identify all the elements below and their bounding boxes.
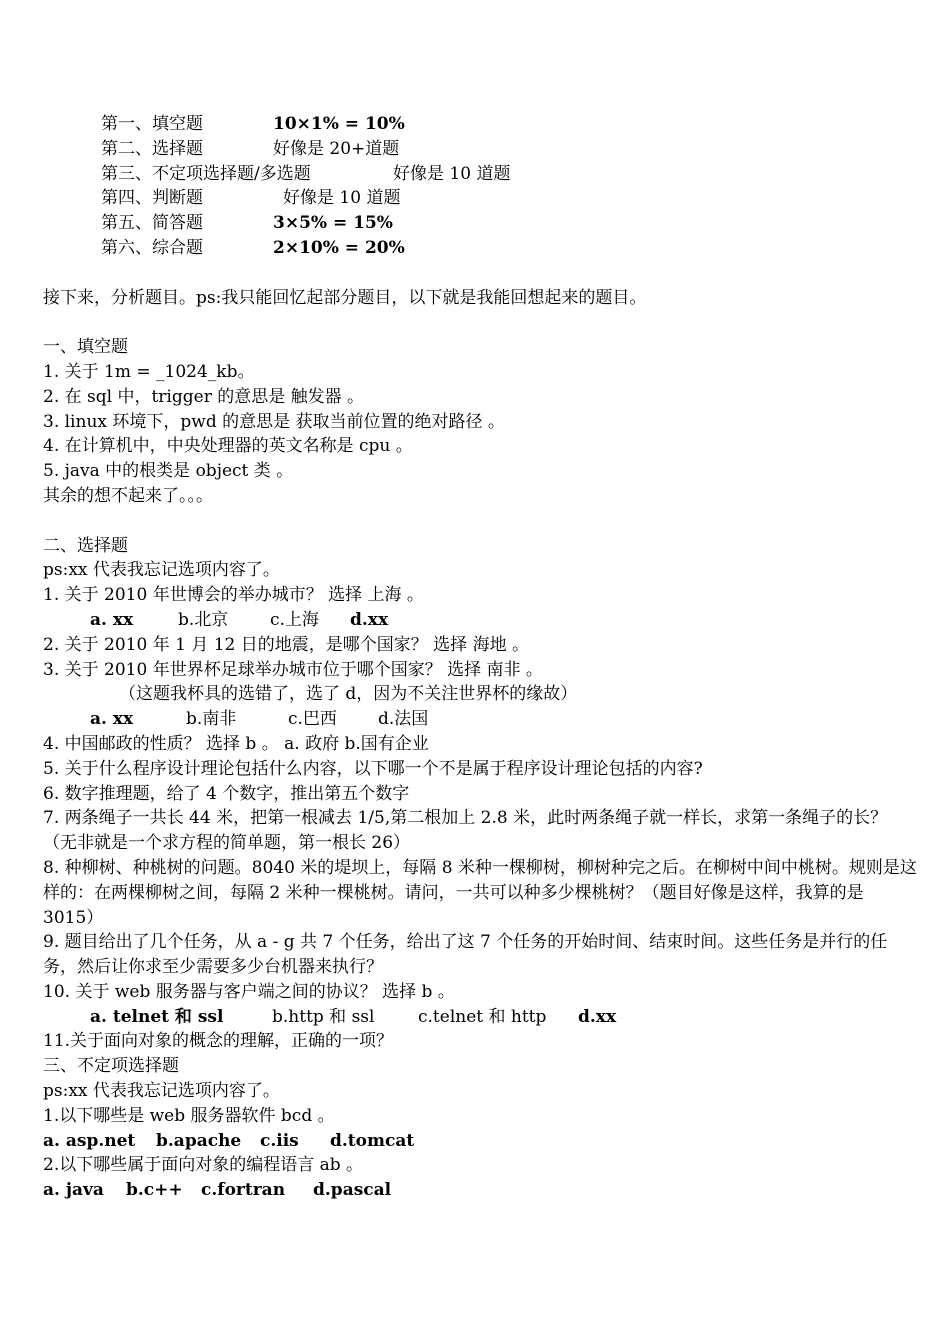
option-row: a. xx b.北京 c.上海 d.xx <box>90 609 389 630</box>
question-item: 1. 关于 1m = _1024_kb。 <box>43 361 255 382</box>
intro-text: 接下来，分析题目。ps:我只能回忆起部分题目，以下就是我能回想起来的题目。 <box>43 287 647 308</box>
question-item: 11.关于面向对象的概念的理解，正确的一项？ <box>43 1031 394 1052</box>
question-item: 1. 关于 2010 年世博会的举办城市？ 选择 上海 。 <box>43 585 424 606</box>
question-item: 2.以下哪些属于面向对象的编程语言 ab 。 <box>43 1155 364 1176</box>
summary-row: 第五、简答题 3×5% = 15% <box>101 213 393 234</box>
question-item: 5. java 中的根类是 object 类 。 <box>43 461 294 482</box>
section-multi-choice <box>43 1054 920 1203</box>
option-row: a. xx b.南非 c.巴西 d.法国 <box>90 709 429 730</box>
option-row: a. telnet 和 ssl b.http 和 ssl c.telnet 和 http d.xx <box>90 1006 617 1027</box>
question-item: 8. 种柳树、种桃树的问题。8040 米的堤坝上，每隔 8 米种一棵柳树，柳树种完之后。在柳树中间中桃树。规则是这样的：在两棵柳树之间，每隔 2 米种一棵桃树。请问，一共可以种多少棵桃树？（题目好像是这样，我算的是 3015） <box>43 857 917 928</box>
option-row: a. java b.c++ c.fortran d.pascal <box>43 1180 392 1201</box>
section-tail: 其余的想不起来了。。。 <box>43 485 213 506</box>
question-item: 3. 关于 2010 年世界杯足球举办城市位于哪个国家？ 选择 南非 。 <box>43 659 543 680</box>
question-item: 7. 两条绳子一共长 44 米，把第一根减去 1/5,第二根加上 2.8 米，此时两条绳子就一样长，求第一条绳子的长？（无非就是一个求方程的简单题，第一根长 26） <box>43 808 888 854</box>
section-note: ps:xx 代表我忘记选项内容了。 <box>43 1081 280 1102</box>
question-item: 2. 在 sql 中，trigger 的意思是 触发器 。 <box>43 386 365 407</box>
section-fill-blank <box>43 335 920 509</box>
question-item: 4. 中国邮政的性质？ 选择 b 。 a. 政府 b.国有企业 <box>43 733 429 754</box>
section-choice <box>43 534 920 1055</box>
question-item: 6. 数字推理题，给了 4 个数字，推出第五个数字 <box>43 783 410 804</box>
section-title: 一、填空题 <box>43 337 128 358</box>
summary-row: 第四、判断题 好像是 10 道题 <box>101 188 401 209</box>
summary-row: 第二、选择题 好像是 20+道题 <box>101 138 400 159</box>
question-item: 4. 在计算机中，中央处理器的英文名称是 cpu 。 <box>43 436 413 457</box>
score-summary <box>43 112 920 261</box>
summary-row: 第三、不定项选择题/多选题 好像是 10 道题 <box>101 163 511 184</box>
summary-row: 第一、填空题 10×1% = 10% <box>101 114 405 134</box>
question-note: （这题我杯具的选错了，选了 d，因为不关注世界杯的缘故） <box>119 684 578 705</box>
question-item: 2. 关于 2010 年 1 月 12 日的地震，是哪个国家？ 选择 海地 。 <box>43 634 529 655</box>
section-note: ps:xx 代表我忘记选项内容了。 <box>43 560 280 581</box>
question-item: 5. 关于什么程序设计理论包括什么内容，以下哪一个不是属于程序设计理论包括的内容? <box>43 758 703 779</box>
section-title: 二、选择题 <box>43 535 128 556</box>
option-row: a. asp.net b.apache c.iis d.tomcat <box>43 1130 415 1151</box>
section-title: 三、不定项选择题 <box>43 1056 179 1077</box>
question-item: 1.以下哪些是 web 服务器软件 bcd 。 <box>43 1105 335 1126</box>
question-item: 9. 题目给出了几个任务，从 a - g 共 7 个任务，给出了这 7 个任务的开始时间、结束时间。这些任务是并行的任务，然后让你求至少需要多少台机器来执行？ <box>43 932 888 978</box>
summary-row: 第六、综合题 2×10% = 20% <box>101 237 405 258</box>
question-item: 3. linux 环境下，pwd 的意思是 获取当前位置的绝对路径 。 <box>43 411 505 432</box>
question-item: 10. 关于 web 服务器与客户端之间的协议？ 选择 b 。 <box>43 981 455 1002</box>
